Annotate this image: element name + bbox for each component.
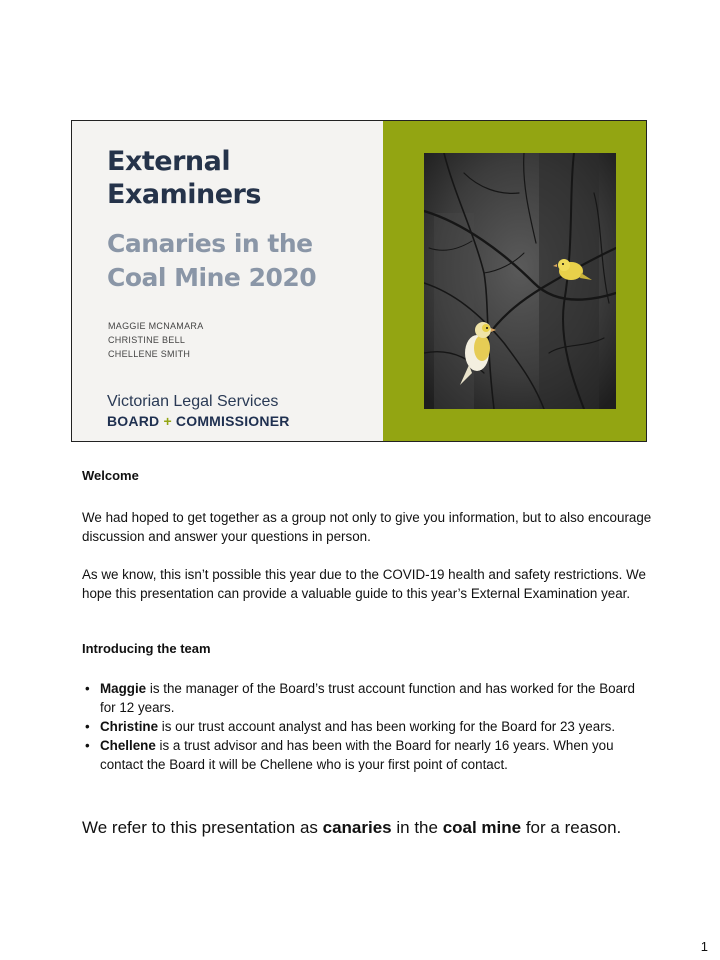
page-number: 1 [700, 939, 708, 954]
slide-subtitle-line2: Coal Mine 2020 [107, 263, 317, 292]
closing-part3: for a reason. [521, 818, 622, 837]
closing-bold-coal-mine: coal mine [442, 818, 522, 837]
org-logo-plus: + [163, 413, 172, 429]
team-member-desc: is our trust account analyst and has been working for the Board for 23 years. [158, 719, 616, 734]
canary-photo [424, 153, 616, 409]
closing-part1: We refer to this presentation as [82, 818, 323, 837]
bullet-icon: • [85, 681, 90, 696]
closing-bold-canaries: canaries [322, 818, 392, 837]
list-item [82, 717, 652, 736]
notes-paragraph-1: We had hoped to get together as a group not only to give you information, but to also encourage discussion and answer your questions in person. [82, 510, 652, 544]
slide-subtitle-line1: Canaries in the [107, 229, 313, 258]
welcome-heading: Welcome [82, 468, 139, 483]
org-logo-commissioner: COMMISSIONER [175, 413, 290, 429]
team-member-name: Maggie [100, 681, 147, 696]
org-logo-top: Victorian Legal Services [107, 393, 279, 410]
title-slide [71, 120, 647, 442]
closing-part2: in the [391, 818, 443, 837]
org-logo-bottom [107, 413, 290, 429]
list-item [82, 679, 652, 717]
presenter-name: CHELLENE SMITH [108, 349, 191, 359]
slide-text-panel [72, 121, 383, 441]
closing-statement [82, 818, 621, 838]
team-member-name: Christine [100, 719, 159, 734]
slide-title-line1: External [107, 146, 231, 177]
team-member-desc: is a trust advisor and has been with the Board for nearly 16 years. When you contact the Board it will be Chellene who is your first point of contact. [100, 738, 614, 772]
team-member-desc: is the manager of the Board’s trust account function and has worked for the Board for 12 years. [100, 681, 635, 715]
team-member-name: Chellene [100, 738, 156, 753]
presenter-name: CHRISTINE BELL [108, 335, 186, 345]
notes-paragraph-2: As we know, this isn’t possible this year due to the COVID-19 health and safety restrictions. We hope this presentation can provide a valuable guide to this year’s External Examination year. [82, 567, 646, 601]
list-item [82, 736, 652, 774]
slide-title-line2: Examiners [107, 179, 261, 210]
slide-title [107, 145, 261, 211]
team-list [82, 679, 652, 774]
presenter-name: MAGGIE MCNAMARA [108, 321, 204, 331]
org-logo-board: BOARD [107, 413, 160, 429]
intro-heading: Introducing the team [82, 641, 211, 656]
bullet-icon: • [85, 719, 90, 734]
presenter-list [108, 319, 204, 361]
slide-subtitle [107, 227, 316, 295]
bullet-icon: • [85, 738, 90, 753]
